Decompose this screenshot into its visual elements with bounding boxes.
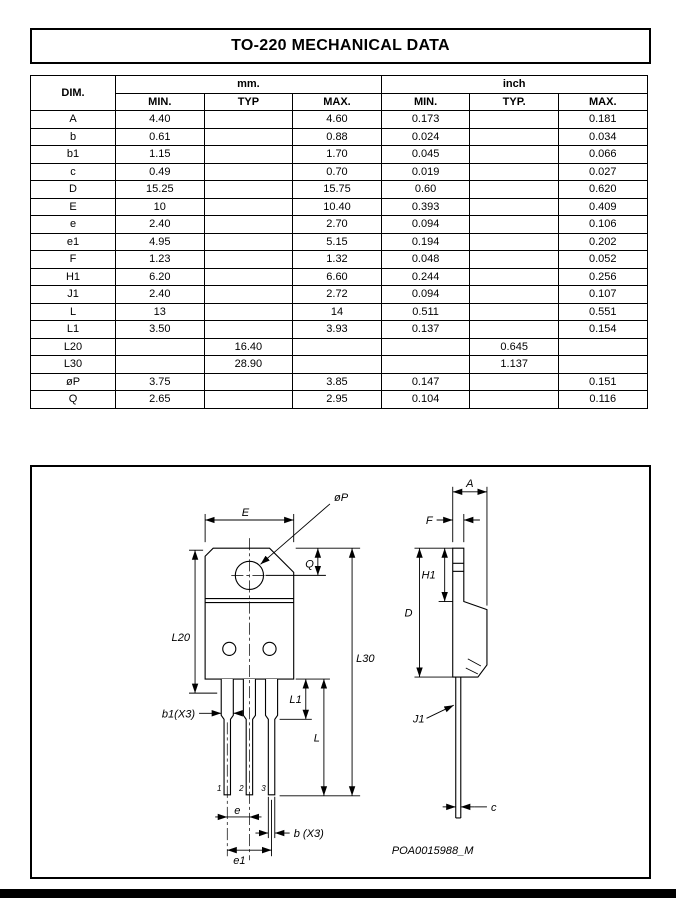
page-title: TO-220 MECHANICAL DATA xyxy=(30,28,651,64)
dim-value-cell xyxy=(381,338,470,356)
dim-value-cell xyxy=(470,373,559,391)
col-header-in-typ: TYP. xyxy=(470,93,559,111)
dim-value-cell: 5.15 xyxy=(293,233,382,251)
dim-value-cell xyxy=(204,146,293,164)
dim-value-cell xyxy=(204,233,293,251)
dim-value-cell xyxy=(204,181,293,199)
dim-value-cell: 0.256 xyxy=(558,268,647,286)
dim-value-cell: 0.106 xyxy=(558,216,647,234)
dim-name-cell: L xyxy=(31,303,116,321)
dim-value-cell: 13 xyxy=(116,303,205,321)
dim-value-cell: 6.20 xyxy=(116,268,205,286)
dim-value-cell xyxy=(204,373,293,391)
dim-value-cell: 4.60 xyxy=(293,111,382,129)
dim-value-cell: 14 xyxy=(293,303,382,321)
dim-value-cell xyxy=(470,111,559,129)
dim-value-cell: 1.137 xyxy=(470,356,559,374)
dim-name-cell: J1 xyxy=(31,286,116,304)
dim-value-cell: 2.40 xyxy=(116,216,205,234)
dim-value-cell: 1.23 xyxy=(116,251,205,269)
dim-value-cell: 2.72 xyxy=(293,286,382,304)
table-row xyxy=(31,128,648,146)
table-row xyxy=(31,321,648,339)
dim-value-cell: 0.107 xyxy=(558,286,647,304)
table-row xyxy=(31,303,648,321)
dim-name-cell: e xyxy=(31,216,116,234)
dim-value-cell xyxy=(470,163,559,181)
dim-value-cell xyxy=(204,198,293,216)
dim-value-cell: 0.137 xyxy=(381,321,470,339)
dim-name-cell: L30 xyxy=(31,356,116,374)
dim-value-cell: 2.65 xyxy=(116,391,205,409)
dim-value-cell xyxy=(293,356,382,374)
dim-value-cell: 15.25 xyxy=(116,181,205,199)
dim-name-cell: L1 xyxy=(31,321,116,339)
dim-name-cell: L20 xyxy=(31,338,116,356)
dim-value-cell xyxy=(204,111,293,129)
dim-value-cell xyxy=(116,356,205,374)
dim-value-cell xyxy=(204,321,293,339)
dim-label-e: e xyxy=(234,804,241,817)
dimensions-table xyxy=(30,75,648,409)
table-row xyxy=(31,338,648,356)
dim-value-cell: 0.70 xyxy=(293,163,382,181)
lead-1 xyxy=(221,679,233,795)
dim-value-cell: 0.151 xyxy=(558,373,647,391)
dim-label-H1: H1 xyxy=(421,569,436,582)
table-row xyxy=(31,373,648,391)
dim-value-cell xyxy=(204,391,293,409)
table-row xyxy=(31,163,648,181)
dim-value-cell xyxy=(470,146,559,164)
dim-value-cell: 0.024 xyxy=(381,128,470,146)
dim-value-cell xyxy=(470,286,559,304)
dim-value-cell: 0.019 xyxy=(381,163,470,181)
table-row xyxy=(31,391,648,409)
dim-value-cell: 0.048 xyxy=(381,251,470,269)
dim-value-cell: 1.15 xyxy=(116,146,205,164)
pin-number-2: 2 xyxy=(239,783,244,793)
dim-name-cell: b1 xyxy=(31,146,116,164)
dim-value-cell: 0.393 xyxy=(381,198,470,216)
dim-value-cell xyxy=(558,356,647,374)
dim-label-J1: J1 xyxy=(412,713,425,726)
dim-value-cell xyxy=(381,356,470,374)
dim-value-cell xyxy=(204,216,293,234)
group-header-mm: mm. xyxy=(116,76,382,94)
dim-value-cell xyxy=(204,268,293,286)
dim-value-cell xyxy=(470,251,559,269)
side-view xyxy=(453,548,487,818)
dim-value-cell: 16.40 xyxy=(204,338,293,356)
dim-value-cell: 0.551 xyxy=(558,303,647,321)
pin-number-3: 3 xyxy=(261,783,266,793)
dim-value-cell: 15.75 xyxy=(293,181,382,199)
dim-value-cell: 0.620 xyxy=(558,181,647,199)
table-row xyxy=(31,251,648,269)
dim-value-cell: 0.094 xyxy=(381,286,470,304)
table-row xyxy=(31,286,648,304)
dim-value-cell: 0.173 xyxy=(381,111,470,129)
side-body-outline xyxy=(453,548,487,677)
dim-value-cell xyxy=(470,303,559,321)
drawing-frame xyxy=(30,465,651,879)
dim-value-cell: 10 xyxy=(116,198,205,216)
dim-name-cell: A xyxy=(31,111,116,129)
dim-name-cell: e1 xyxy=(31,233,116,251)
dim-value-cell: 0.034 xyxy=(558,128,647,146)
dim-value-cell: 0.104 xyxy=(381,391,470,409)
dim-value-cell: 6.60 xyxy=(293,268,382,286)
dim-value-cell: 0.045 xyxy=(381,146,470,164)
dim-label-Q: Q xyxy=(305,558,314,571)
dim-value-cell xyxy=(470,181,559,199)
dim-value-cell: 0.094 xyxy=(381,216,470,234)
table-row xyxy=(31,233,648,251)
dim-value-cell: 0.194 xyxy=(381,233,470,251)
dim-value-cell: 0.066 xyxy=(558,146,647,164)
dim-value-cell: 3.75 xyxy=(116,373,205,391)
dim-value-cell: 0.511 xyxy=(381,303,470,321)
table-row xyxy=(31,356,648,374)
col-header-mm-typ: TYP xyxy=(204,93,293,111)
dim-value-cell xyxy=(470,321,559,339)
dim-value-cell xyxy=(470,198,559,216)
dim-value-cell xyxy=(470,128,559,146)
dim-value-cell: 0.116 xyxy=(558,391,647,409)
dim-value-cell: 0.61 xyxy=(116,128,205,146)
pin-number-1: 1 xyxy=(216,783,222,793)
dim-value-cell: 28.90 xyxy=(204,356,293,374)
dim-name-cell: D xyxy=(31,181,116,199)
dim-name-cell: F xyxy=(31,251,116,269)
col-header-in-min: MIN. xyxy=(381,93,470,111)
footer-bar xyxy=(0,889,676,898)
dim-value-cell: 1.32 xyxy=(293,251,382,269)
dim-value-cell xyxy=(204,286,293,304)
dim-label-b1: b1(X3) xyxy=(161,708,196,721)
dim-value-cell: 0.244 xyxy=(381,268,470,286)
dim-value-cell xyxy=(204,251,293,269)
dim-label-A: A xyxy=(466,477,474,490)
col-header-mm-max: MAX. xyxy=(293,93,382,111)
dim-value-cell: 0.409 xyxy=(558,198,647,216)
dim-label-e1: e1 xyxy=(233,855,246,868)
col-header-dim: DIM. xyxy=(31,76,116,111)
dim-label-D: D xyxy=(404,607,413,620)
dim-value-cell xyxy=(204,303,293,321)
dim-value-cell: 2.95 xyxy=(293,391,382,409)
dim-name-cell: b xyxy=(31,128,116,146)
dim-value-cell: 1.70 xyxy=(293,146,382,164)
table-row xyxy=(31,216,648,234)
dim-name-cell: E xyxy=(31,198,116,216)
dim-value-cell xyxy=(470,233,559,251)
table-row xyxy=(31,198,648,216)
dim-value-cell xyxy=(470,216,559,234)
dim-label-E: E xyxy=(241,506,250,519)
drawing-code: POA0015988_M xyxy=(391,845,474,858)
dim-value-cell: 2.40 xyxy=(116,286,205,304)
dim-value-cell xyxy=(116,338,205,356)
dim-value-cell xyxy=(470,268,559,286)
to220-technical-drawing xyxy=(32,467,649,877)
dim-value-cell xyxy=(558,338,647,356)
table-row xyxy=(31,111,648,129)
dim-value-cell xyxy=(204,128,293,146)
dim-label-L20: L20 xyxy=(171,631,191,644)
dim-value-cell: 0.181 xyxy=(558,111,647,129)
col-header-in-max: MAX. xyxy=(558,93,647,111)
dim-value-cell: 0.88 xyxy=(293,128,382,146)
dim-value-cell: 0.154 xyxy=(558,321,647,339)
dim-value-cell: 0.052 xyxy=(558,251,647,269)
dim-name-cell: c xyxy=(31,163,116,181)
group-header-inch: inch xyxy=(381,76,647,94)
dim-table-body xyxy=(31,111,648,409)
dim-label-oP: øP xyxy=(333,491,349,504)
dim-name-cell: H1 xyxy=(31,268,116,286)
dim-label-F: F xyxy=(425,515,433,528)
dim-name-cell: øP xyxy=(31,373,116,391)
dim-value-cell: 0.027 xyxy=(558,163,647,181)
dim-value-cell xyxy=(204,163,293,181)
dim-value-cell: 0.49 xyxy=(116,163,205,181)
dim-value-cell: 10.40 xyxy=(293,198,382,216)
lead-3 xyxy=(266,679,278,795)
dim-label-c: c xyxy=(490,801,497,814)
table-row xyxy=(31,268,648,286)
dim-value-cell: 4.95 xyxy=(116,233,205,251)
dim-label-L1: L1 xyxy=(289,694,302,707)
dim-value-cell: 3.85 xyxy=(293,373,382,391)
dim-value-cell: 3.93 xyxy=(293,321,382,339)
dim-value-cell: 3.50 xyxy=(116,321,205,339)
dim-label-L: L xyxy=(313,732,320,745)
dim-value-cell: 0.60 xyxy=(381,181,470,199)
dim-value-cell xyxy=(470,391,559,409)
dim-value-cell: 0.202 xyxy=(558,233,647,251)
dim-label-L30: L30 xyxy=(356,652,375,665)
table-row xyxy=(31,181,648,199)
col-header-mm-min: MIN. xyxy=(116,93,205,111)
dim-value-cell: 0.147 xyxy=(381,373,470,391)
dim-value-cell xyxy=(293,338,382,356)
dim-value-cell: 4.40 xyxy=(116,111,205,129)
dim-value-cell: 0.645 xyxy=(470,338,559,356)
dim-value-cell: 2.70 xyxy=(293,216,382,234)
table-row xyxy=(31,146,648,164)
dim-label-b: b (X3) xyxy=(293,828,324,841)
dim-name-cell: Q xyxy=(31,391,116,409)
